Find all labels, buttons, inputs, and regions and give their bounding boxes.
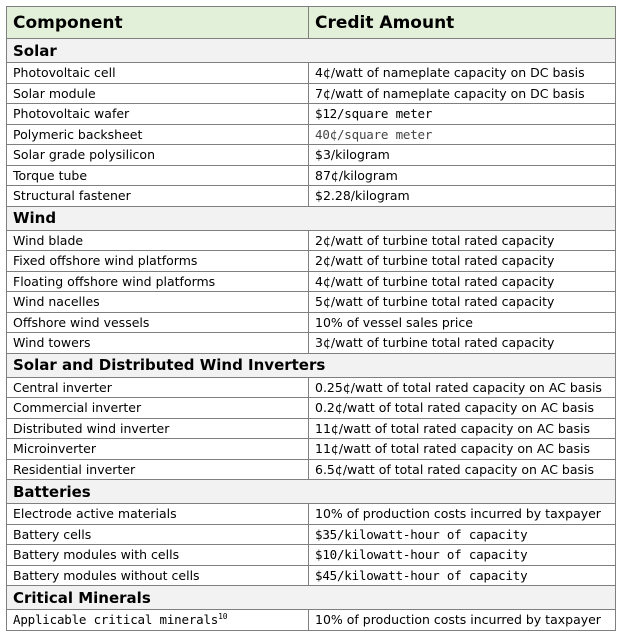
component-cell [7, 610, 309, 631]
credit-cell: 87¢/kilogram [309, 165, 616, 186]
credit-cell: 3¢/watt of turbine total rated capacity [309, 333, 616, 354]
component-cell: Distributed wind inverter [7, 418, 309, 439]
table-row [7, 292, 616, 313]
table-row [7, 230, 616, 251]
component-cell: Commercial inverter [7, 398, 309, 419]
component-cell: Structural fastener [7, 186, 309, 207]
table-row [7, 63, 616, 84]
credit-cell: 5¢/watt of turbine total rated capacity [309, 292, 616, 313]
table-row [7, 271, 616, 292]
table-row [7, 186, 616, 207]
section-title: Critical Minerals [7, 586, 616, 610]
credit-cell: 10% of vessel sales price [309, 312, 616, 333]
table-row [7, 459, 616, 480]
component-cell: Battery modules without cells [7, 565, 309, 586]
credit-cell: 0.25¢/watt of total rated capacity on AC basis [309, 377, 616, 398]
credit-cell: 4¢/watt of nameplate capacity on DC basis [309, 63, 616, 84]
credit-cell: 10% of production costs incurred by taxpayer [309, 504, 616, 525]
component-cell: Electrode active materials [7, 504, 309, 525]
section-title: Batteries [7, 480, 616, 504]
table-row [7, 398, 616, 419]
credit-cell: 2¢/watt of turbine total rated capacity [309, 230, 616, 251]
header-component: Component [7, 7, 309, 39]
table-row [7, 418, 616, 439]
table-row [7, 83, 616, 104]
credit-cell: $45/kilowatt-hour of capacity [309, 565, 616, 586]
table-row [7, 251, 616, 272]
table-row [7, 145, 616, 166]
credit-cell: $35/kilowatt-hour of capacity [309, 524, 616, 545]
credit-cell: 0.2¢/watt of total rated capacity on AC basis [309, 398, 616, 419]
component-label: Applicable critical minerals [13, 612, 219, 628]
credit-cell: 2¢/watt of turbine total rated capacity [309, 251, 616, 272]
section-solar [7, 39, 616, 63]
section-critical-minerals [7, 586, 616, 610]
footnote-marker: 10 [218, 612, 228, 622]
component-cell: Residential inverter [7, 459, 309, 480]
credit-table [6, 6, 616, 631]
component-cell: Torque tube [7, 165, 309, 186]
header-credit-amount: Credit Amount [309, 7, 616, 39]
table-row [7, 610, 616, 631]
component-cell: Offshore wind vessels [7, 312, 309, 333]
component-cell: Polymeric backsheet [7, 124, 309, 145]
table-row [7, 545, 616, 566]
component-cell: Battery cells [7, 524, 309, 545]
credit-cell: $12/square meter [309, 104, 616, 125]
section-batteries [7, 480, 616, 504]
section-wind [7, 206, 616, 230]
credit-cell: 11¢/watt of total rated capacity on AC basis [309, 439, 616, 460]
section-title: Wind [7, 206, 616, 230]
credit-cell: $2.28/kilogram [309, 186, 616, 207]
component-cell: Solar grade polysilicon [7, 145, 309, 166]
section-inverters [7, 353, 616, 377]
component-cell: Solar module [7, 83, 309, 104]
component-cell: Floating offshore wind platforms [7, 271, 309, 292]
credit-cell: $10/kilowatt-hour of capacity [309, 545, 616, 566]
component-cell: Photovoltaic wafer [7, 104, 309, 125]
component-cell: Photovoltaic cell [7, 63, 309, 84]
credit-cell: 10% of production costs incurred by taxpayer [309, 610, 616, 631]
component-cell: Wind towers [7, 333, 309, 354]
table-row [7, 524, 616, 545]
credit-cell: 6.5¢/watt of total rated capacity on AC basis [309, 459, 616, 480]
credit-cell: 4¢/watt of turbine total rated capacity [309, 271, 616, 292]
section-title: Solar and Distributed Wind Inverters [7, 353, 616, 377]
credit-cell: 40¢/square meter [309, 124, 616, 145]
table-row [7, 377, 616, 398]
table-row [7, 504, 616, 525]
credit-cell: 11¢/watt of total rated capacity on AC basis [309, 418, 616, 439]
credit-cell: $3/kilogram [309, 145, 616, 166]
credit-cell: 7¢/watt of nameplate capacity on DC basis [309, 83, 616, 104]
component-cell: Wind blade [7, 230, 309, 251]
component-cell: Microinverter [7, 439, 309, 460]
table-row [7, 312, 616, 333]
table-row [7, 333, 616, 354]
header-row [7, 7, 616, 39]
component-cell: Wind nacelles [7, 292, 309, 313]
table-row [7, 565, 616, 586]
table-row [7, 439, 616, 460]
component-cell: Battery modules with cells [7, 545, 309, 566]
table-row [7, 165, 616, 186]
table-row [7, 124, 616, 145]
component-cell: Fixed offshore wind platforms [7, 251, 309, 272]
section-title: Solar [7, 39, 616, 63]
table-row [7, 104, 616, 125]
component-cell: Central inverter [7, 377, 309, 398]
